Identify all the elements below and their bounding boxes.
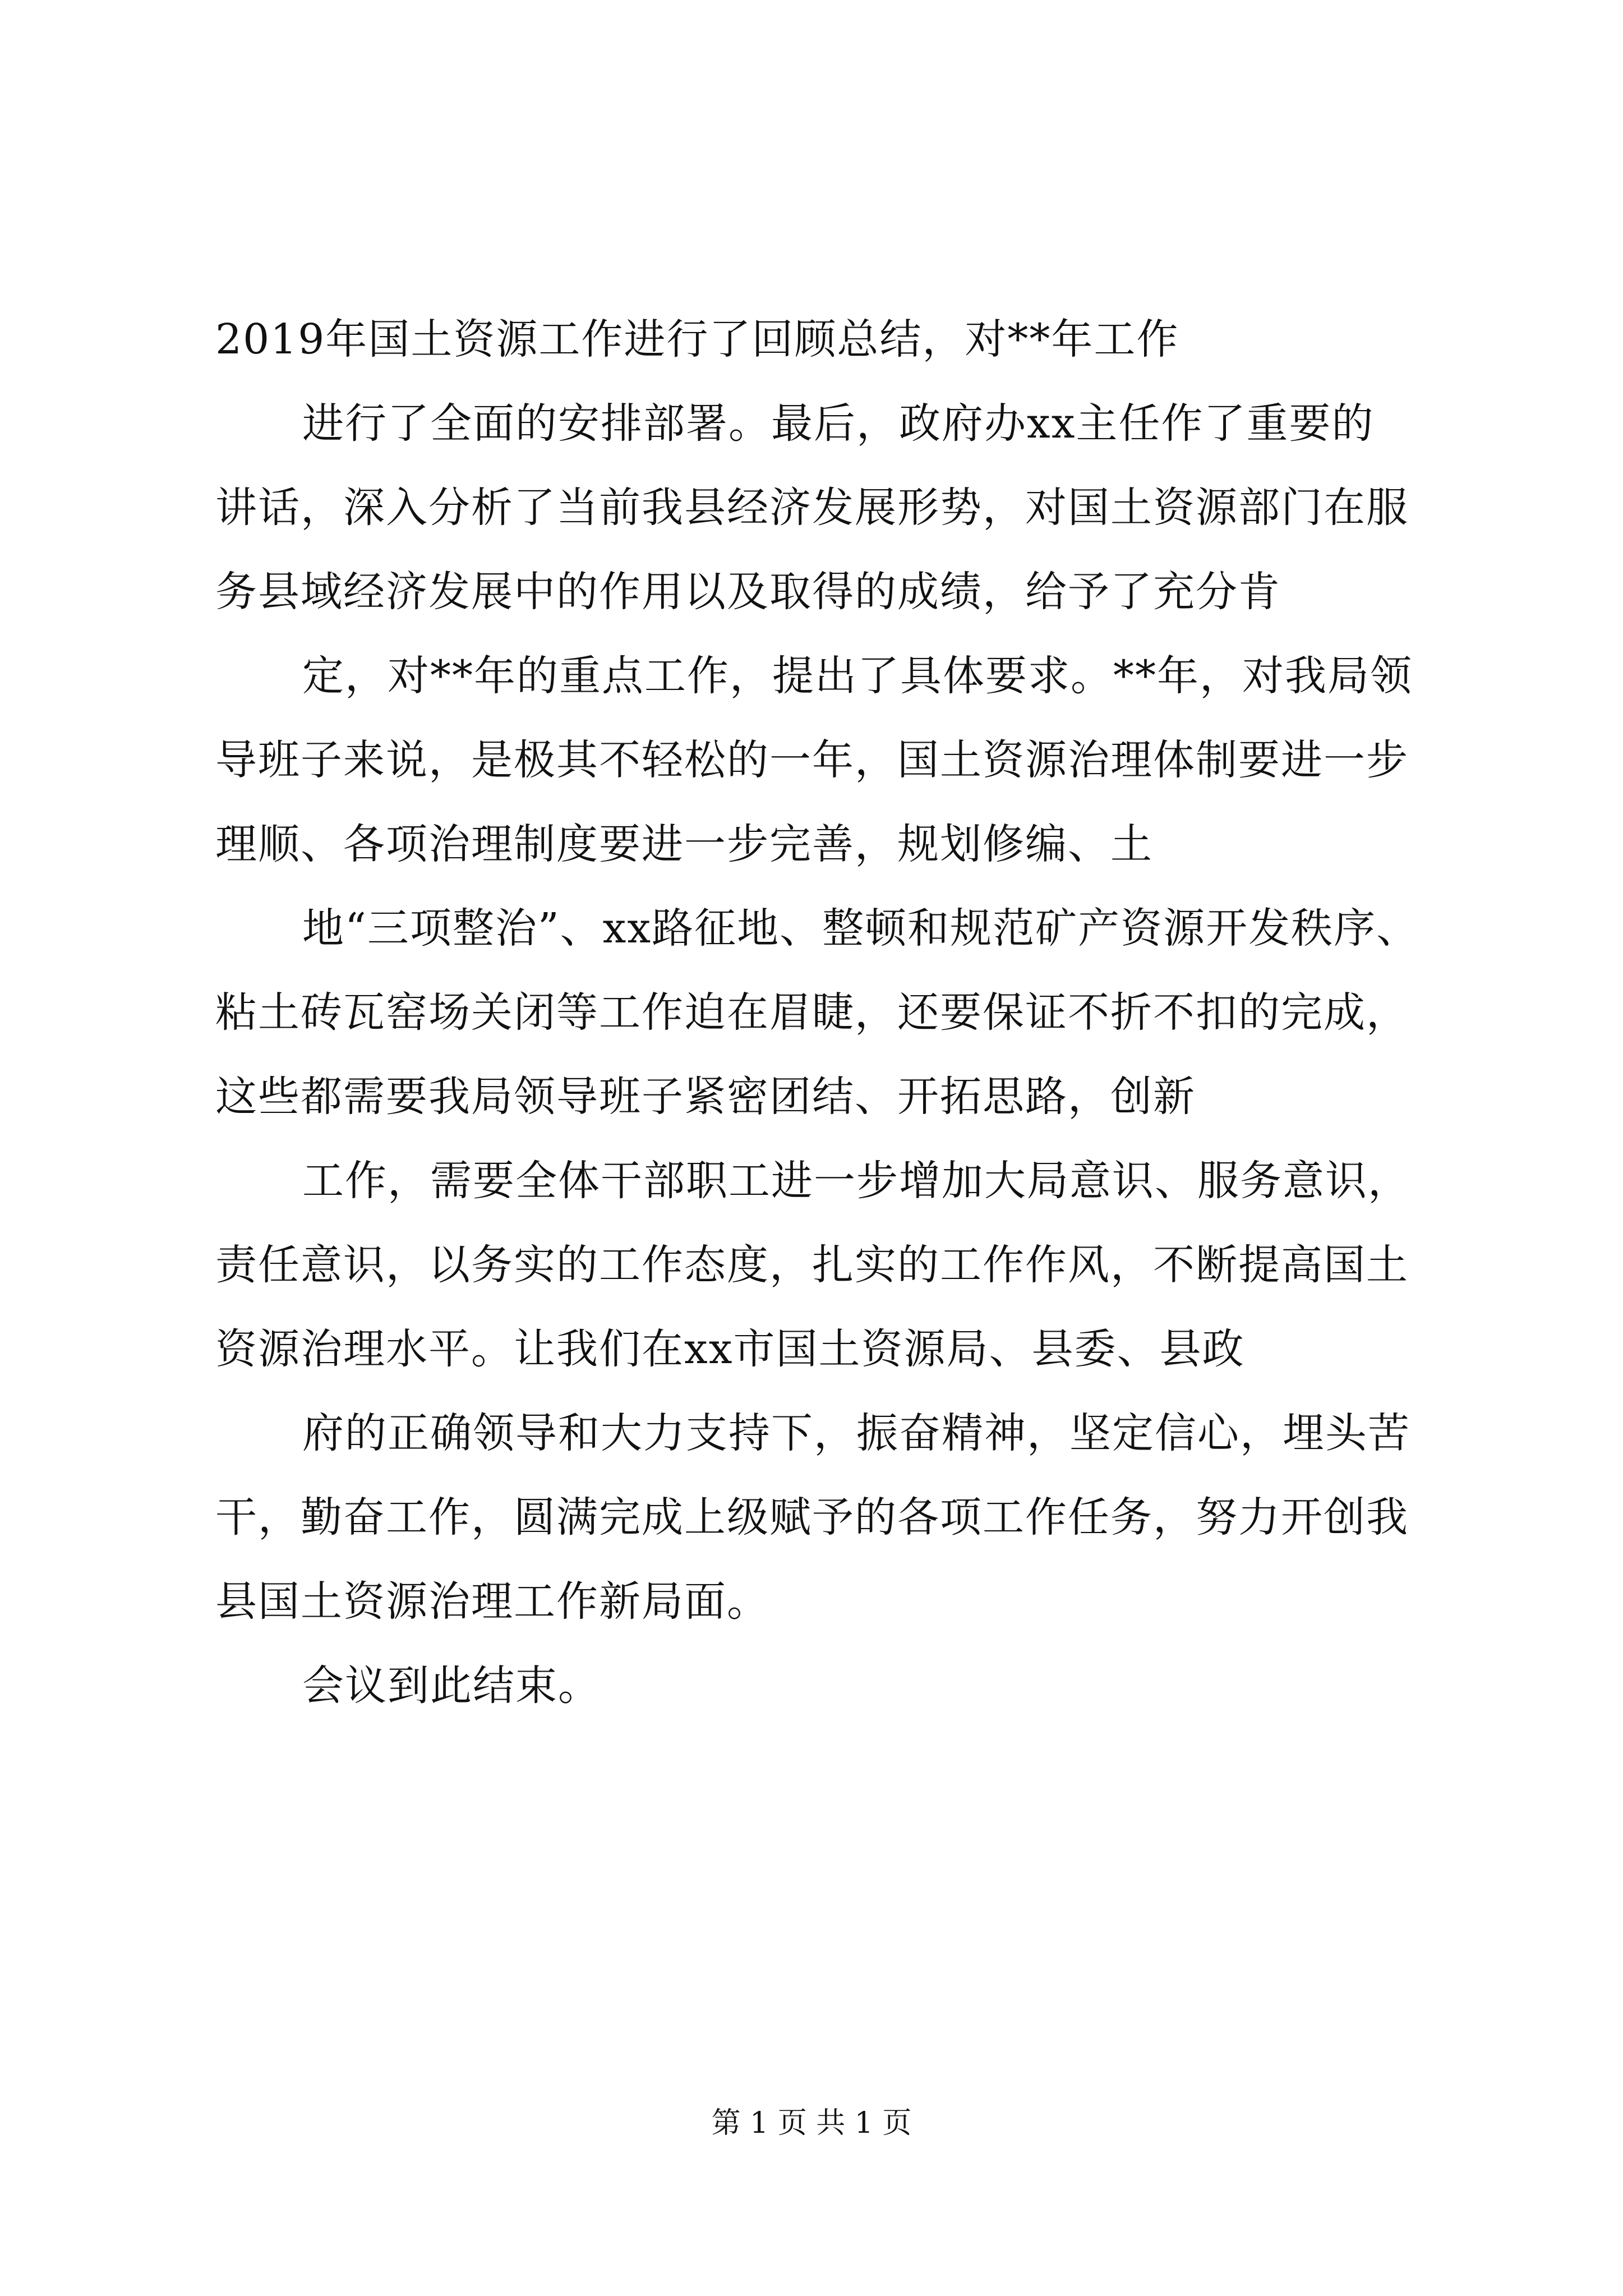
document-body [215, 297, 1421, 1728]
text-line: 会议到此结束。 [302, 1662, 601, 1710]
text-line: 理顺、各项治理制度要进一步完善，规划修编、土 [215, 820, 1153, 868]
text-line: 定，对**年的重点工作，提出了具体要求。**年，对我局领 [302, 652, 1413, 700]
text-line: 进行了全面的安排部署。最后，政府办xx主任作了重要的 [302, 399, 1375, 448]
text-line: 府的正确领导和大力支持下，振奋精神，坚定信心，埋头苦 [302, 1409, 1410, 1457]
text-line: 工作，需要全体干部职工进一步增加大局意识、服务意识， [302, 1157, 1410, 1205]
text-line: 责任意识，以务实的工作态度，扎实的工作作风，不断提高国土 [215, 1241, 1409, 1289]
text-line: 县国土资源治理工作新局面。 [215, 1577, 769, 1626]
page-footer: 第 1 页 共 1 页 [711, 2106, 912, 2140]
text-line: 资源治理水平。让我们在xx市国土资源局、县委、县政 [215, 1325, 1245, 1373]
text-line: 务县域经济发展中的作用以及取得的成绩，给予了充分肯 [215, 568, 1281, 616]
text-line: 2019年国土资源工作进行了回顾总结，对**年工作 [215, 315, 1179, 364]
text-line: 这些都需要我局领导班子紧密团结、开拓思路，创新 [215, 1073, 1196, 1121]
text-line: 粘土砖瓦窑场关闭等工作迫在眉睫，还要保证不折不扣的完成， [215, 988, 1409, 1037]
text-line: 地“三项整治”、xx路征地、整顿和规范矿产资源开发秩序、 [302, 904, 1419, 953]
text-line: 导班子来说，是极其不轻松的一年，国土资源治理体制要进一步 [215, 736, 1409, 784]
text-line: 讲话，深入分析了当前我县经济发展形势，对国土资源部门在服 [215, 484, 1409, 532]
text-line: 干，勤奋工作，圆满完成上级赋予的各项工作任务，努力开创我 [215, 1493, 1409, 1542]
